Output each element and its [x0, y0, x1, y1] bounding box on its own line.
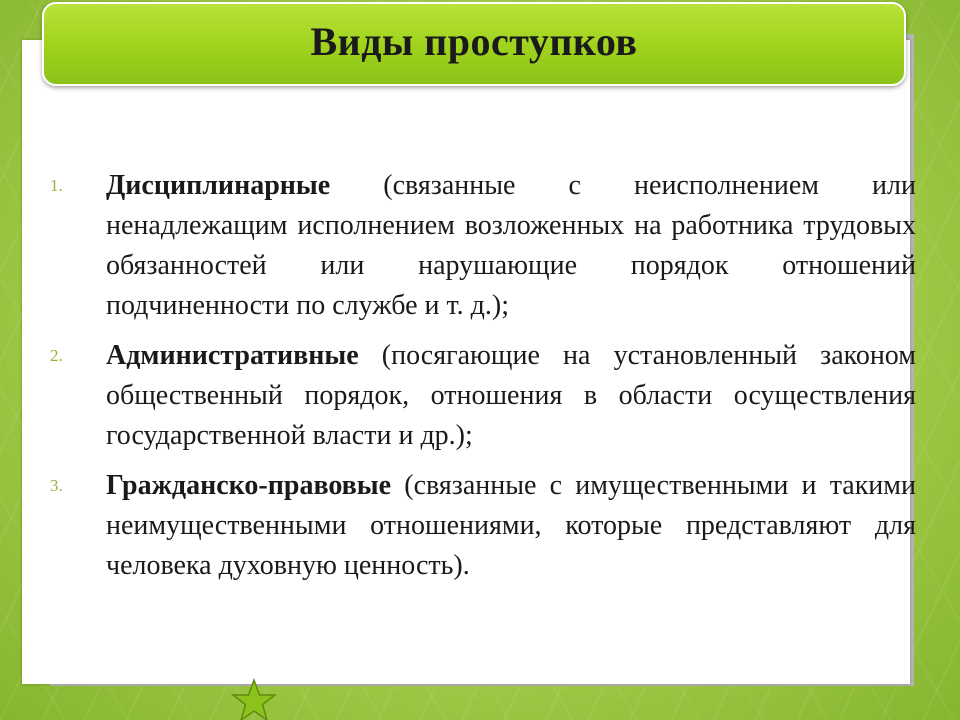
- list-item-number: 1.: [50, 176, 63, 195]
- slide-content-card: [22, 40, 916, 684]
- list-item-description: (связанные с неисполнением или ненадлежащим исполнением возложенных на работника трудовых обязанностей или нарушающие порядок отношений подчиненности по службе и т. д.);: [106, 170, 916, 321]
- list-item: [22, 466, 922, 586]
- page-title: Виды проступков: [310, 18, 638, 64]
- offense-types-list: [22, 166, 922, 596]
- list-item-description: (посягающие на установленный законом общественный порядок, отношения в области осуществления государственной власти и др.);: [106, 340, 916, 451]
- list-item-description: (связанные с имущественными и такими неимущественными отношениями, которые представляют для человека духовную ценность).: [106, 470, 916, 581]
- list-item: [22, 336, 922, 456]
- list-item-term: Дисциплинарные: [106, 170, 331, 201]
- list-item-text: [106, 166, 916, 326]
- list-item-term: Гражданско-правовые: [106, 470, 392, 501]
- list-item-text: [106, 466, 916, 586]
- list-item: [22, 166, 922, 326]
- star-icon: [231, 678, 277, 720]
- list-item-text: [106, 336, 916, 456]
- list-item-number: 3.: [50, 476, 63, 495]
- list-item-term: Административные: [106, 340, 359, 371]
- list-item-number: 2.: [50, 346, 63, 365]
- title-bar: [42, 2, 906, 86]
